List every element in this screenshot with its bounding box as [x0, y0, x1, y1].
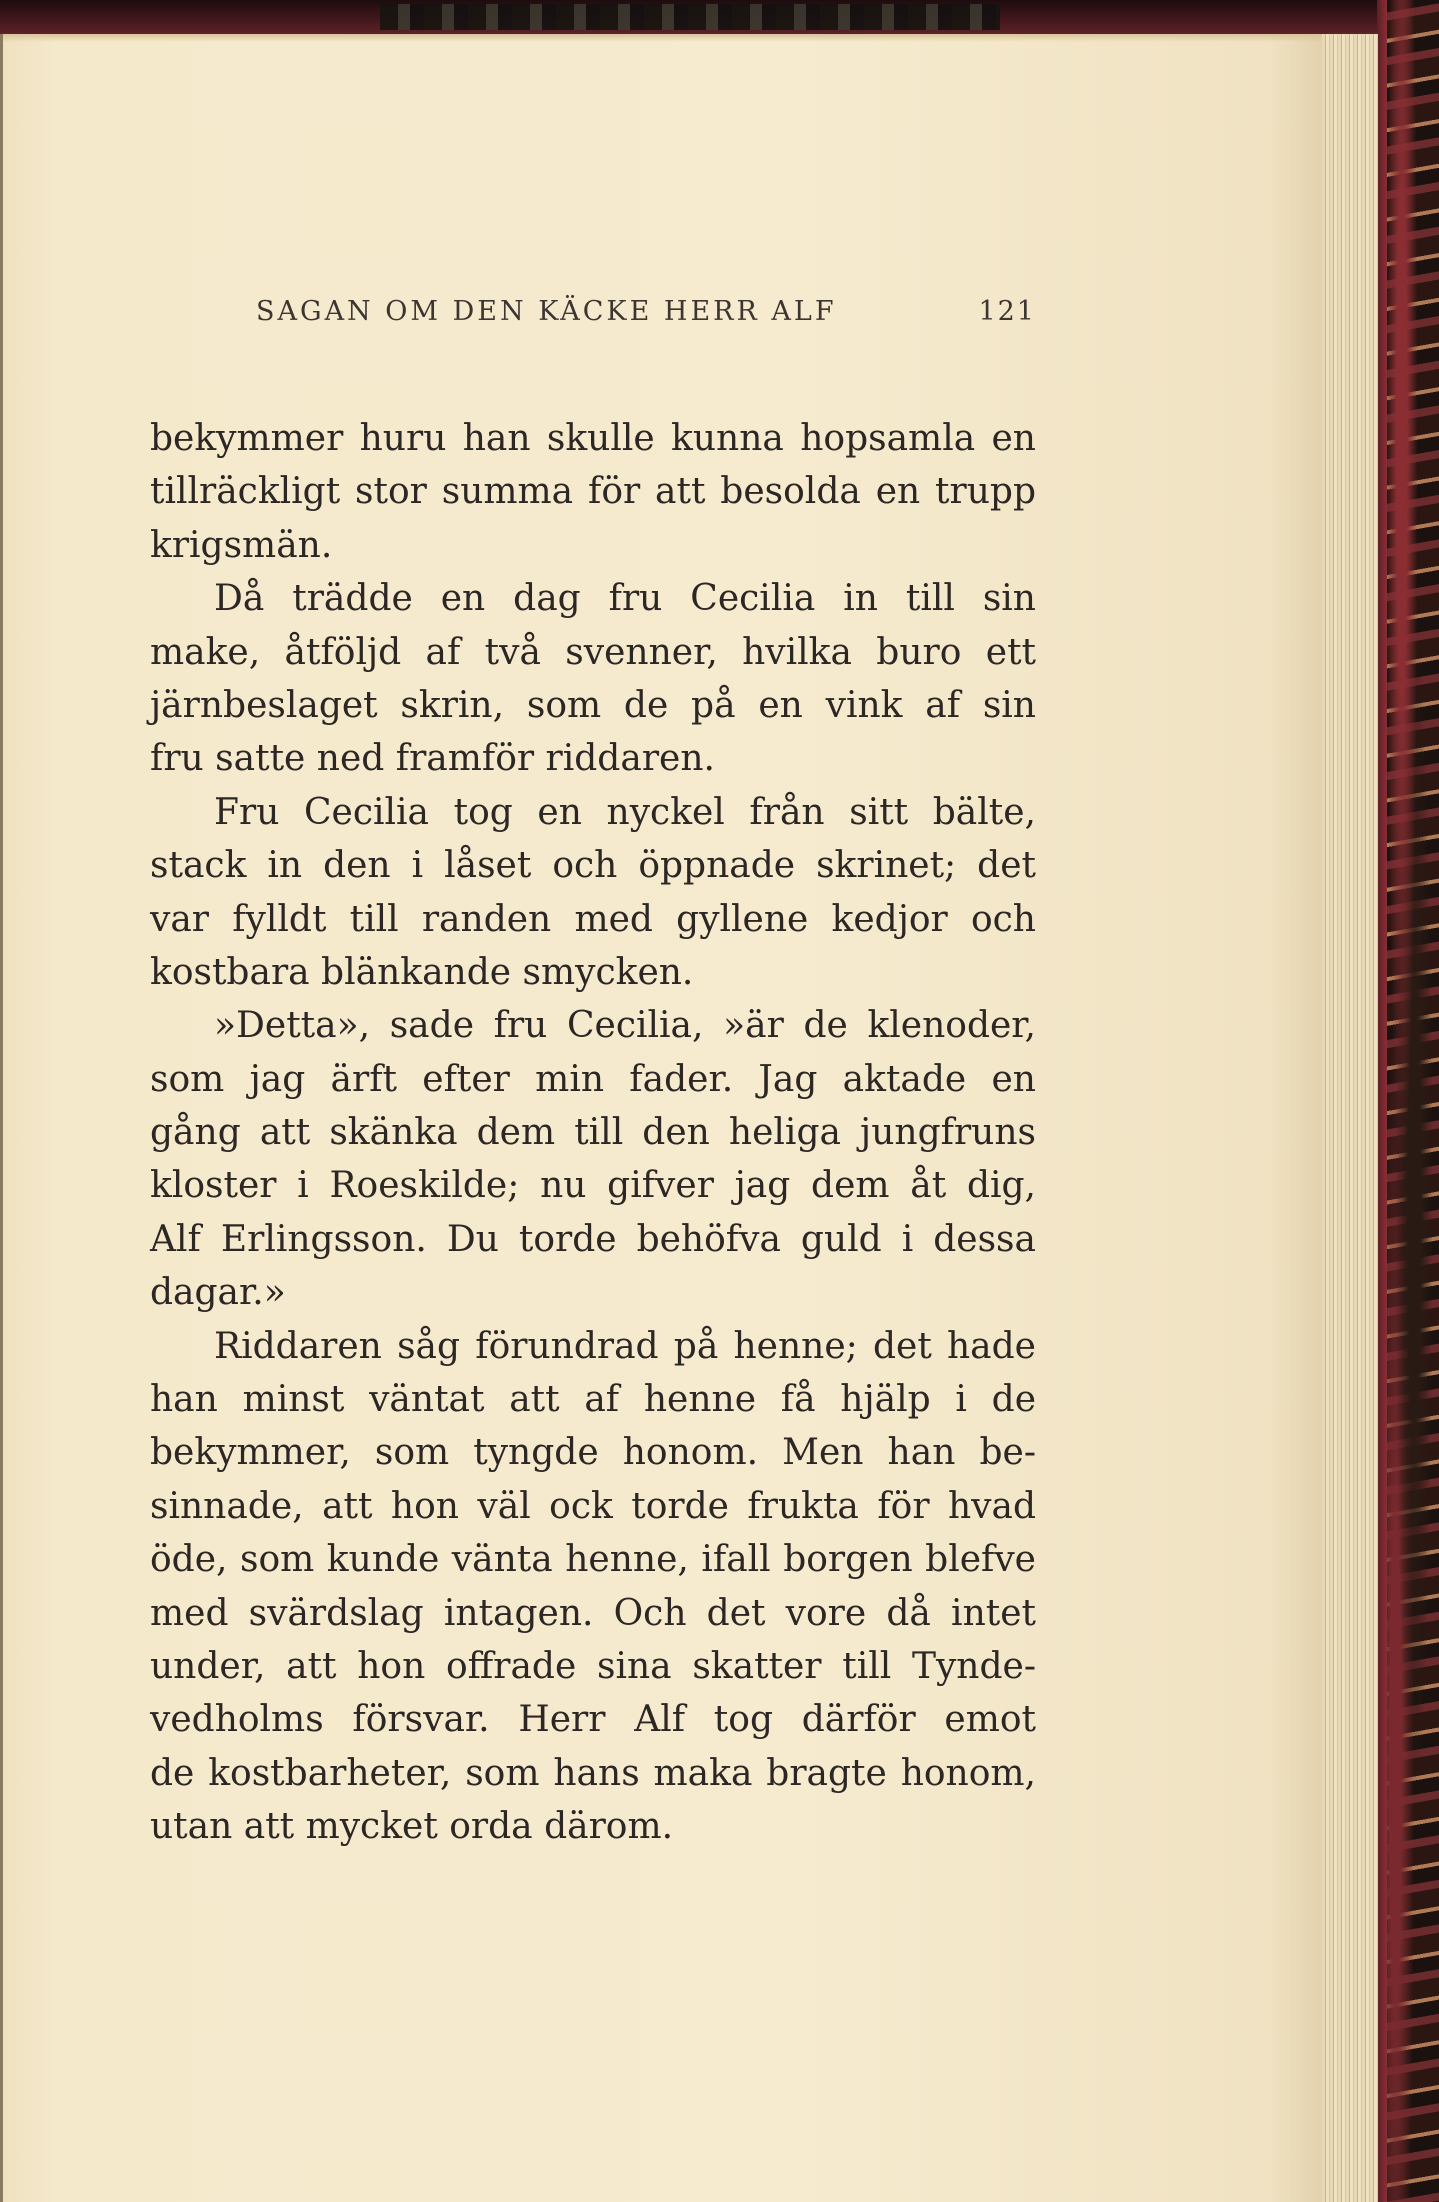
text-line: sinnade, att hon väl ock torde frukta för hvad — [150, 1485, 1036, 1527]
page-number: 121 — [978, 296, 1036, 327]
text-line: som jag ärft efter min fader. Jag aktade en — [150, 1058, 1036, 1100]
text-line: de kostbarheter, som hans maka bragte honom, — [150, 1752, 1036, 1794]
text-line: gång att skänka dem till den heliga jungfruns — [150, 1112, 1036, 1154]
text-line: vedholms försvar. Herr Alf tog därför emot — [150, 1699, 1036, 1741]
book-cover-marbled-edge — [1377, 0, 1439, 2202]
page-header — [256, 288, 1036, 338]
text-line: kloster i Roeskilde; nu gifver jag dem åt dig, — [150, 1165, 1036, 1207]
text-line: tillräckligt stor summa för att besolda en trupp — [150, 471, 1036, 513]
text-line: bekymmer huru han skulle kunna hopsamla en — [150, 418, 1036, 459]
text-line: stack in den i låset och öppnade skrinet; det — [150, 845, 1036, 887]
book-page — [0, 34, 1322, 2202]
body-text — [150, 412, 1036, 1854]
text-line: Då trädde en dag fru Cecilia in till sin — [214, 578, 1036, 620]
text-line: krigsmän. — [150, 524, 333, 566]
running-head: SAGAN OM DEN KÄCKE HERR ALF — [256, 296, 837, 327]
text-line: »Detta», sade fru Cecilia, »är de klenoder, — [214, 1005, 1036, 1047]
text-line: dagar.» — [150, 1272, 286, 1314]
text-line: Fru Cecilia tog en nyckel från sitt bälte, — [214, 791, 1036, 833]
text-line: Riddaren såg förundrad på henne; det hade — [214, 1325, 1036, 1367]
text-line: under, att hon offrade sina skatter till Tynde- — [150, 1645, 1036, 1687]
text-line: bekymmer, som tyngde honom. Men han be- — [150, 1432, 1036, 1474]
text-line: järnbeslaget skrin, som de på en vink af sin — [150, 684, 1036, 726]
page-stack-edges — [1318, 34, 1378, 2202]
text-line: var fylldt till randen med gyllene kedjor och — [150, 898, 1036, 940]
text-line: han minst väntat att af henne få hjälp i de — [150, 1379, 1036, 1421]
text-line: kostbara blänkande smycken. — [150, 951, 694, 993]
text-line: Alf Erlingsson. Du torde behöfva guld i dessa — [150, 1218, 1036, 1260]
text-line: fru satte ned framför riddaren. — [150, 738, 715, 780]
text-line: make, åtföljd af två svenner, hvilka buro ett — [150, 631, 1036, 673]
text-line: med svärdslag intagen. Och det vore då intet — [150, 1592, 1036, 1634]
text-line: utan att mycket orda därom. — [150, 1806, 674, 1848]
text-line: öde, som kunde vänta henne, ifall borgen blefve — [150, 1539, 1036, 1581]
